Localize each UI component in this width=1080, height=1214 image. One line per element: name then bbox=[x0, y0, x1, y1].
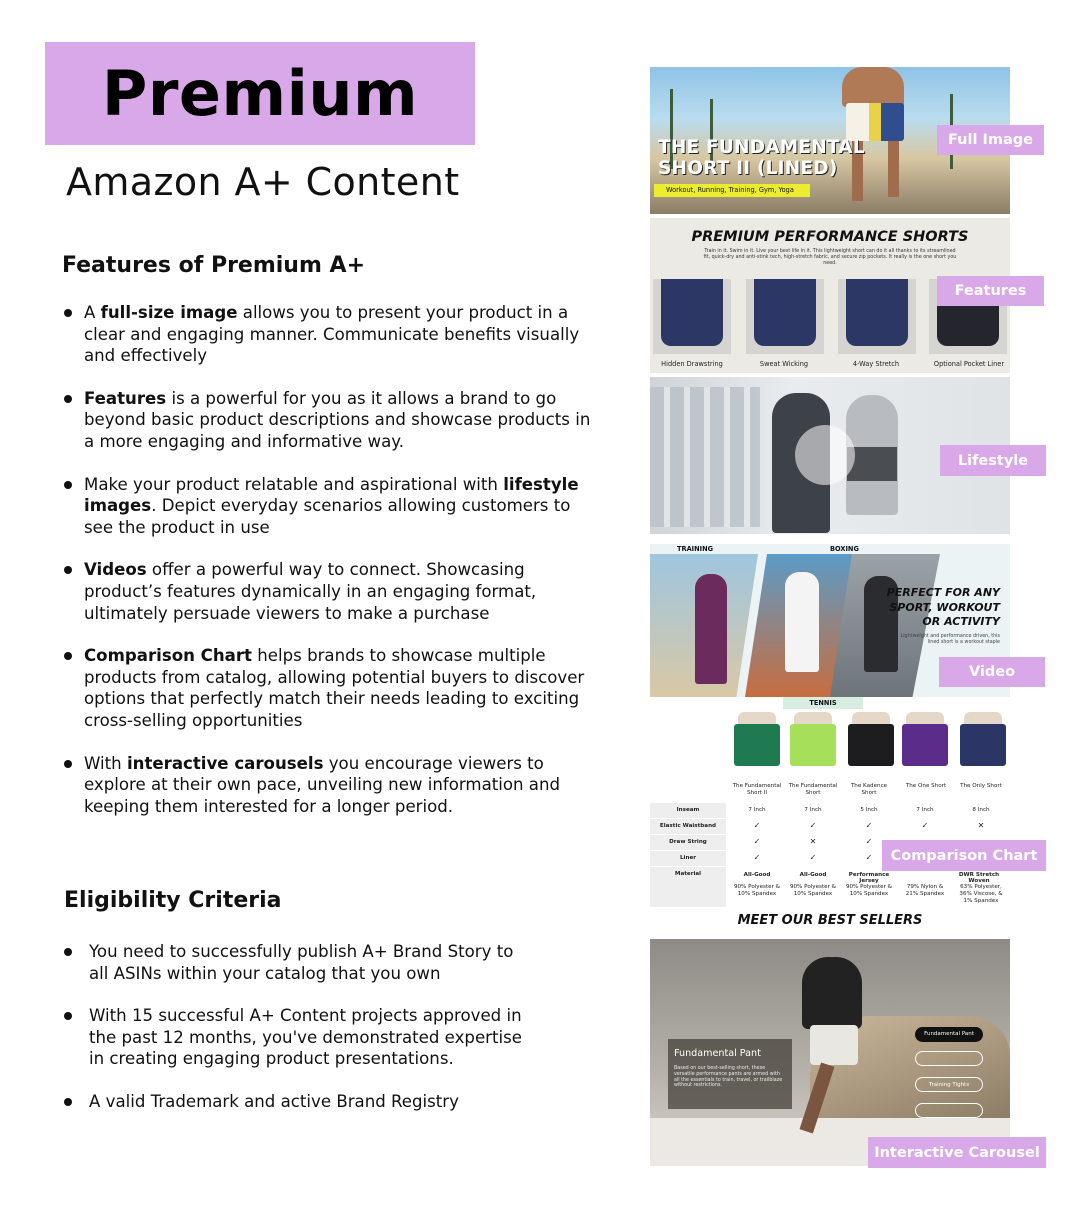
features-list bbox=[64, 302, 594, 817]
table-cell: 79% Nylon & 21% Spandex bbox=[905, 884, 945, 897]
feature-caption: Hidden Drawstring bbox=[661, 360, 723, 368]
table-cell: All-Good bbox=[799, 872, 827, 878]
play-icon[interactable] bbox=[795, 425, 855, 485]
tag-full-image: Full Image bbox=[937, 125, 1044, 155]
tag-features: Features bbox=[937, 276, 1044, 306]
training-label: TRAINING bbox=[677, 545, 714, 553]
product-name: The Fundamental Short bbox=[788, 783, 838, 796]
product-shorts bbox=[846, 103, 904, 141]
check-icon: ✓ bbox=[865, 853, 873, 862]
feature-caption: Optional Pocket Liner bbox=[933, 360, 1005, 368]
best-sellers-heading: MEET OUR BEST SELLERS bbox=[737, 913, 923, 928]
list-item: You need to successfully publish A+ Brand Story to all ASINs within your catalog that you own bbox=[64, 941, 524, 984]
boxing-label: BOXING bbox=[830, 545, 859, 553]
page-title: Premium bbox=[101, 57, 419, 130]
table-cell: 90% Polyester & 10% Spandex bbox=[845, 884, 893, 897]
list-item: Features is a powerful for you as it allows a brand to go beyond basic product descriptions and showcase products in a more engaging and informative way. bbox=[64, 388, 594, 453]
row-label: Liner bbox=[650, 851, 726, 866]
list-item: With interactive carousels you encourage viewers to explore at their own pace, unveiling new information and keeping them interested for a longer period. bbox=[64, 753, 594, 818]
video-headline: PERFECT FOR ANY SPORT, WORKOUT OR ACTIVITY bbox=[886, 586, 1000, 628]
carousel-pill-active[interactable]: Fundamental Pant bbox=[915, 1027, 983, 1042]
table-cell: 7 Inch bbox=[916, 807, 934, 813]
check-icon: ✓ bbox=[753, 853, 761, 862]
carousel-info-box bbox=[668, 1039, 792, 1109]
tag-comparison-chart: Comparison Chart bbox=[882, 840, 1046, 871]
product-image bbox=[960, 712, 1006, 778]
list-item: Videos offer a powerful way to connect. Showcasing product’s features dynamically in an engaging format, ultimately persuade viewers to make a purchase bbox=[64, 559, 594, 624]
tag-video: Video bbox=[939, 657, 1045, 687]
check-icon: ✓ bbox=[753, 821, 761, 830]
list-item: A valid Trademark and active Brand Registry bbox=[64, 1091, 524, 1113]
check-icon: ✓ bbox=[921, 821, 929, 830]
product-image bbox=[902, 712, 948, 778]
carousel-pill[interactable]: Training Tights bbox=[915, 1077, 983, 1092]
table-cell: 90% Polyester & 10% Spandex bbox=[733, 884, 781, 897]
row-label: Elastic Waistband bbox=[650, 819, 726, 834]
full-image-headline: THE FUNDAMENTAL SHORT II (LINED) bbox=[658, 137, 865, 179]
features-panel-desc: Train in it. Swim in it. Live your best life in it. This lightweight short can do it all thanks to its streamlined fit, quick-dry and anti-stink tech, high-stretch fabric, and secure zip pockets. It really is the one short you need. bbox=[703, 249, 957, 266]
carousel-info-desc: Based on our best-selling short, these versatile performance pants are armed with all the essentials to train, travel, or trailblaze without restrictions. bbox=[674, 1066, 783, 1089]
feature-image bbox=[746, 279, 824, 354]
carousel-info-title: Fundamental Pant bbox=[674, 1048, 761, 1059]
training-image bbox=[650, 554, 758, 697]
page-subtitle: Amazon A+ Content bbox=[66, 160, 460, 204]
eligibility-list bbox=[64, 941, 524, 1113]
list-item: Make your product relatable and aspirational with lifestyle images. Depict everyday scenarios allowing customers to see the product in use bbox=[64, 474, 594, 539]
tag-lifestyle: Lifestyle bbox=[940, 445, 1046, 476]
carousel-pill[interactable] bbox=[915, 1103, 983, 1118]
row-label: Material bbox=[650, 867, 726, 907]
clothing-rack bbox=[650, 387, 760, 527]
carousel-panel bbox=[650, 939, 1010, 1166]
model-torso bbox=[842, 67, 904, 107]
feature-image bbox=[838, 279, 916, 354]
row-label: Inseam bbox=[650, 803, 726, 818]
tennis-label: TENNIS bbox=[783, 697, 863, 709]
check-icon: ✓ bbox=[865, 821, 873, 830]
check-icon: ✓ bbox=[809, 853, 817, 862]
table-cell: 7 Inch bbox=[804, 807, 822, 813]
video-subtext: Lightweight and performance driven, this lined short is a workout staple bbox=[900, 634, 1000, 645]
feature-caption: 4-Way Stretch bbox=[852, 360, 900, 368]
carousel-pill[interactable] bbox=[915, 1051, 983, 1066]
list-item: A full-size image allows you to present your product in a clear and engaging manner. Communicate benefits visually and effectively bbox=[64, 302, 594, 367]
product-name: The Only Short bbox=[960, 783, 1002, 789]
runner-pants bbox=[810, 1025, 858, 1065]
title-banner bbox=[45, 42, 475, 145]
check-icon: ✓ bbox=[753, 837, 761, 846]
table-cell: All-Good bbox=[743, 872, 771, 878]
tag-interactive-carousel: Interactive Carousel bbox=[868, 1137, 1046, 1168]
product-image bbox=[848, 712, 894, 778]
check-icon: ✓ bbox=[865, 837, 873, 846]
cross-icon: ✕ bbox=[809, 837, 817, 846]
row-label: Draw String bbox=[650, 835, 726, 850]
runner-figure bbox=[802, 957, 862, 1029]
table-cell: DWR Stretch Woven bbox=[958, 872, 1000, 884]
product-name: The Fundamental Short II bbox=[732, 783, 782, 796]
cross-icon: ✕ bbox=[977, 821, 985, 830]
table-cell: 90% Polyester & 10% Spandex bbox=[789, 884, 837, 897]
table-cell: Performance Jersey bbox=[848, 872, 890, 884]
table-cell: 7 Inch bbox=[748, 807, 766, 813]
list-item: Comparison Chart helps brands to showcase multiple products from catalog, allowing potential buyers to discover options that perfectly match their needs leading to exciting cross-selling opportunities bbox=[64, 645, 594, 731]
features-heading: Features of Premium A+ bbox=[62, 253, 366, 278]
comparison-panel bbox=[650, 709, 1010, 907]
activities-bar: Workout, Running, Training, Gym, Yoga bbox=[654, 184, 810, 197]
table-cell: 63% Polyester, 36% Viscose, & 1% Spandex bbox=[959, 884, 1003, 904]
product-name: The One Short bbox=[905, 783, 947, 789]
product-image bbox=[734, 712, 780, 778]
list-item: With 15 successful A+ Content projects approved in the past 12 months, you've demonstrated expertise in creating engaging product presentations. bbox=[64, 1005, 524, 1070]
eligibility-heading: Eligibility Criteria bbox=[64, 888, 282, 913]
table-cell: 8 Inch bbox=[972, 807, 990, 813]
model-leg bbox=[888, 141, 899, 197]
table-cell: 5 Inch bbox=[860, 807, 878, 813]
feature-caption: Sweat Wicking bbox=[759, 360, 809, 368]
product-image bbox=[790, 712, 836, 778]
check-icon: ✓ bbox=[809, 821, 817, 830]
product-name: The Kadence Short bbox=[850, 783, 888, 796]
feature-image bbox=[653, 279, 731, 354]
features-panel-heading: PREMIUM PERFORMANCE SHORTS bbox=[691, 229, 969, 245]
